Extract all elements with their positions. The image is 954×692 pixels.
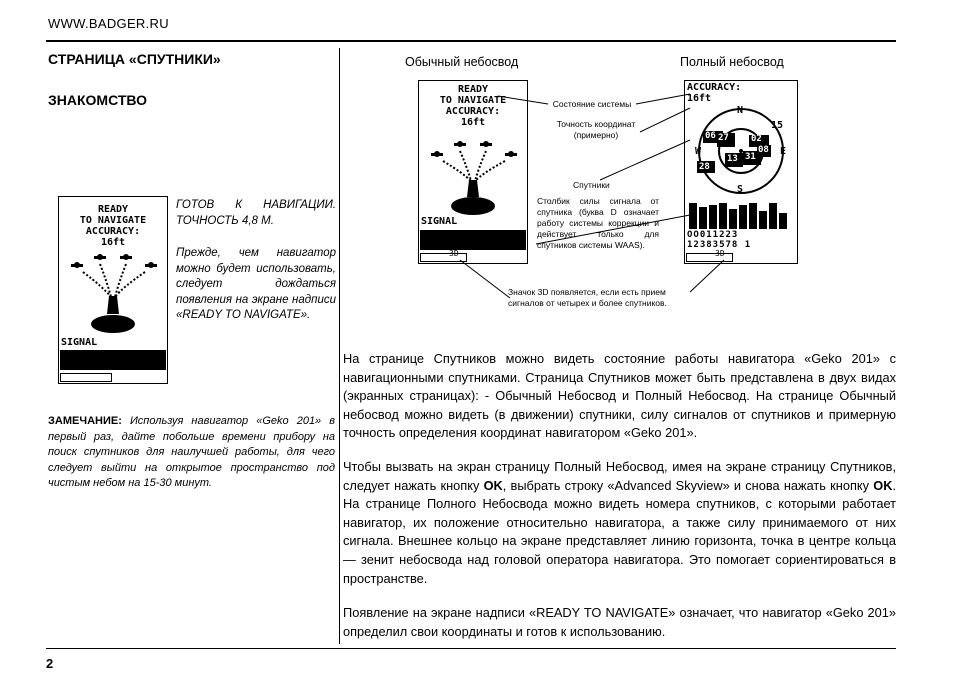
paragraph-2-part-c: . На странице Полного Небосвода можно видеть номера спутников, с которыми работает навигатор, их положение относительно навигатора, а также силу принимаемого от них сигнала. Внешнее кольцо на экране представляет линию горизонта, точка в центре кольца — зенит небосвода над головой оператора навигатора. Это помогает сориентироваться в пространстве.: [343, 477, 896, 586]
note-text: Используя навигатор «Geko 201» в первый раз, дайте побольше времени прибору на поиск спутников для наилучшей работы, для чего следует выйти на открытое пространство под чистым небом на 15-30 минут.: [48, 415, 335, 489]
annotation-signal-bar: Столбик силы сигнала от спутника (буква D означает работу системы коррекции и действует только для спутников системы WAAS).: [537, 196, 659, 250]
ready-caption: ГОТОВ К НАВИГАЦИИ. ТОЧНОСТЬ 4,8 М.: [176, 199, 336, 227]
paragraph-2-part-a: Чтобы вызвать на экран страницу Полный Небосвод, имея на экране страницу Спутников, следует нажать кнопку: [343, 459, 896, 493]
paragraph-3: Появление на экране надписи «READY TO NAVIGATE» означает, что навигатор «Geko 201» определил свои координаты и готов к использованию.: [343, 605, 896, 639]
normal-line-distance: 16ft: [460, 117, 486, 128]
wait-paragraph: Прежде, чем навигатор можно будет использовать, следует дождаться появления на экране надписи «READY TO NAVIGATE».: [176, 247, 336, 321]
sat-id-08: 08: [758, 145, 769, 155]
normal-line-ready: READY: [457, 84, 489, 95]
sat-id-15: 15: [771, 120, 784, 131]
sat-id-13: 13: [727, 154, 738, 164]
signal-label: SIGNAL: [61, 337, 98, 348]
sat-row-2: 12383578 1: [687, 240, 752, 250]
sat-id-31: 31: [745, 152, 756, 162]
paragraph-1: На странице Спутников можно видеть состояние работы навигатора «Geko 201» с навигационными спутниками. Страница Спутников может быть представлена в двух видах (экранных страницах): - Обычный Небосвод и Полный Небосвод. На странице Обычный небосвод можно видеть (в движении) спутники, силу сигналов от спутников и примерную точность определения координат навигатором «Geko 201».: [343, 351, 896, 441]
annotation-accuracy: Точность координат (примерно): [556, 119, 636, 140]
sat-row-1: OO011223: [687, 230, 739, 240]
full-status-3d: 3D: [715, 249, 725, 258]
ok-key-1: OK: [483, 477, 503, 493]
normal-line-navigate: TO NAVIGATE: [439, 95, 507, 106]
annotation-system-state: Состояние системы: [552, 99, 632, 109]
screen-line-ready: READY: [97, 204, 129, 215]
caption-normal-sky: Обычный небосвод: [405, 55, 519, 69]
full-accuracy-label: ACCURACY:: [687, 82, 742, 93]
sat-id-28: 28: [699, 162, 710, 172]
compass-east: E: [780, 146, 787, 157]
note-label: ЗАМЕЧАНИЕ:: [48, 415, 122, 427]
section-subtitle: ЗНАКОМСТВО: [48, 92, 148, 108]
annotation-3d-icon: Значок 3D появляется, если есть прием сигналов от четырех и более спутников.: [508, 287, 667, 308]
section-title: СТРАНИЦА «СПУТНИКИ»: [48, 51, 221, 67]
compass-south: S: [737, 184, 744, 195]
paragraph-2: [343, 458, 896, 588]
full-accuracy-value: 16ft: [687, 93, 712, 104]
page-number: 2: [46, 656, 54, 671]
annotation-satellites: Спутники: [573, 180, 610, 190]
compass-north: N: [737, 105, 744, 116]
normal-signal-label: SIGNAL: [421, 216, 458, 227]
sat-id-06: 06: [705, 131, 716, 141]
screen-line-distance: 16ft: [100, 237, 126, 248]
ok-key-2: OK: [873, 477, 893, 493]
screen-line-navigate: TO NAVIGATE: [79, 215, 147, 226]
caption-full-sky: Полный небосвод: [680, 55, 784, 69]
paragraph-2-part-b: , выбрать строку «Advanced Skyview» и снова нажать кнопку: [502, 477, 874, 493]
normal-status-3d: 3D: [449, 249, 459, 258]
compass-west: W: [695, 146, 702, 157]
sat-id-27: 27: [718, 133, 729, 143]
sat-id-02: 02: [751, 134, 762, 144]
site-url: WWW.BADGER.RU: [48, 16, 169, 31]
screen-line-accuracy: ACCURACY:: [85, 226, 141, 237]
normal-line-accuracy: ACCURACY:: [445, 106, 501, 117]
